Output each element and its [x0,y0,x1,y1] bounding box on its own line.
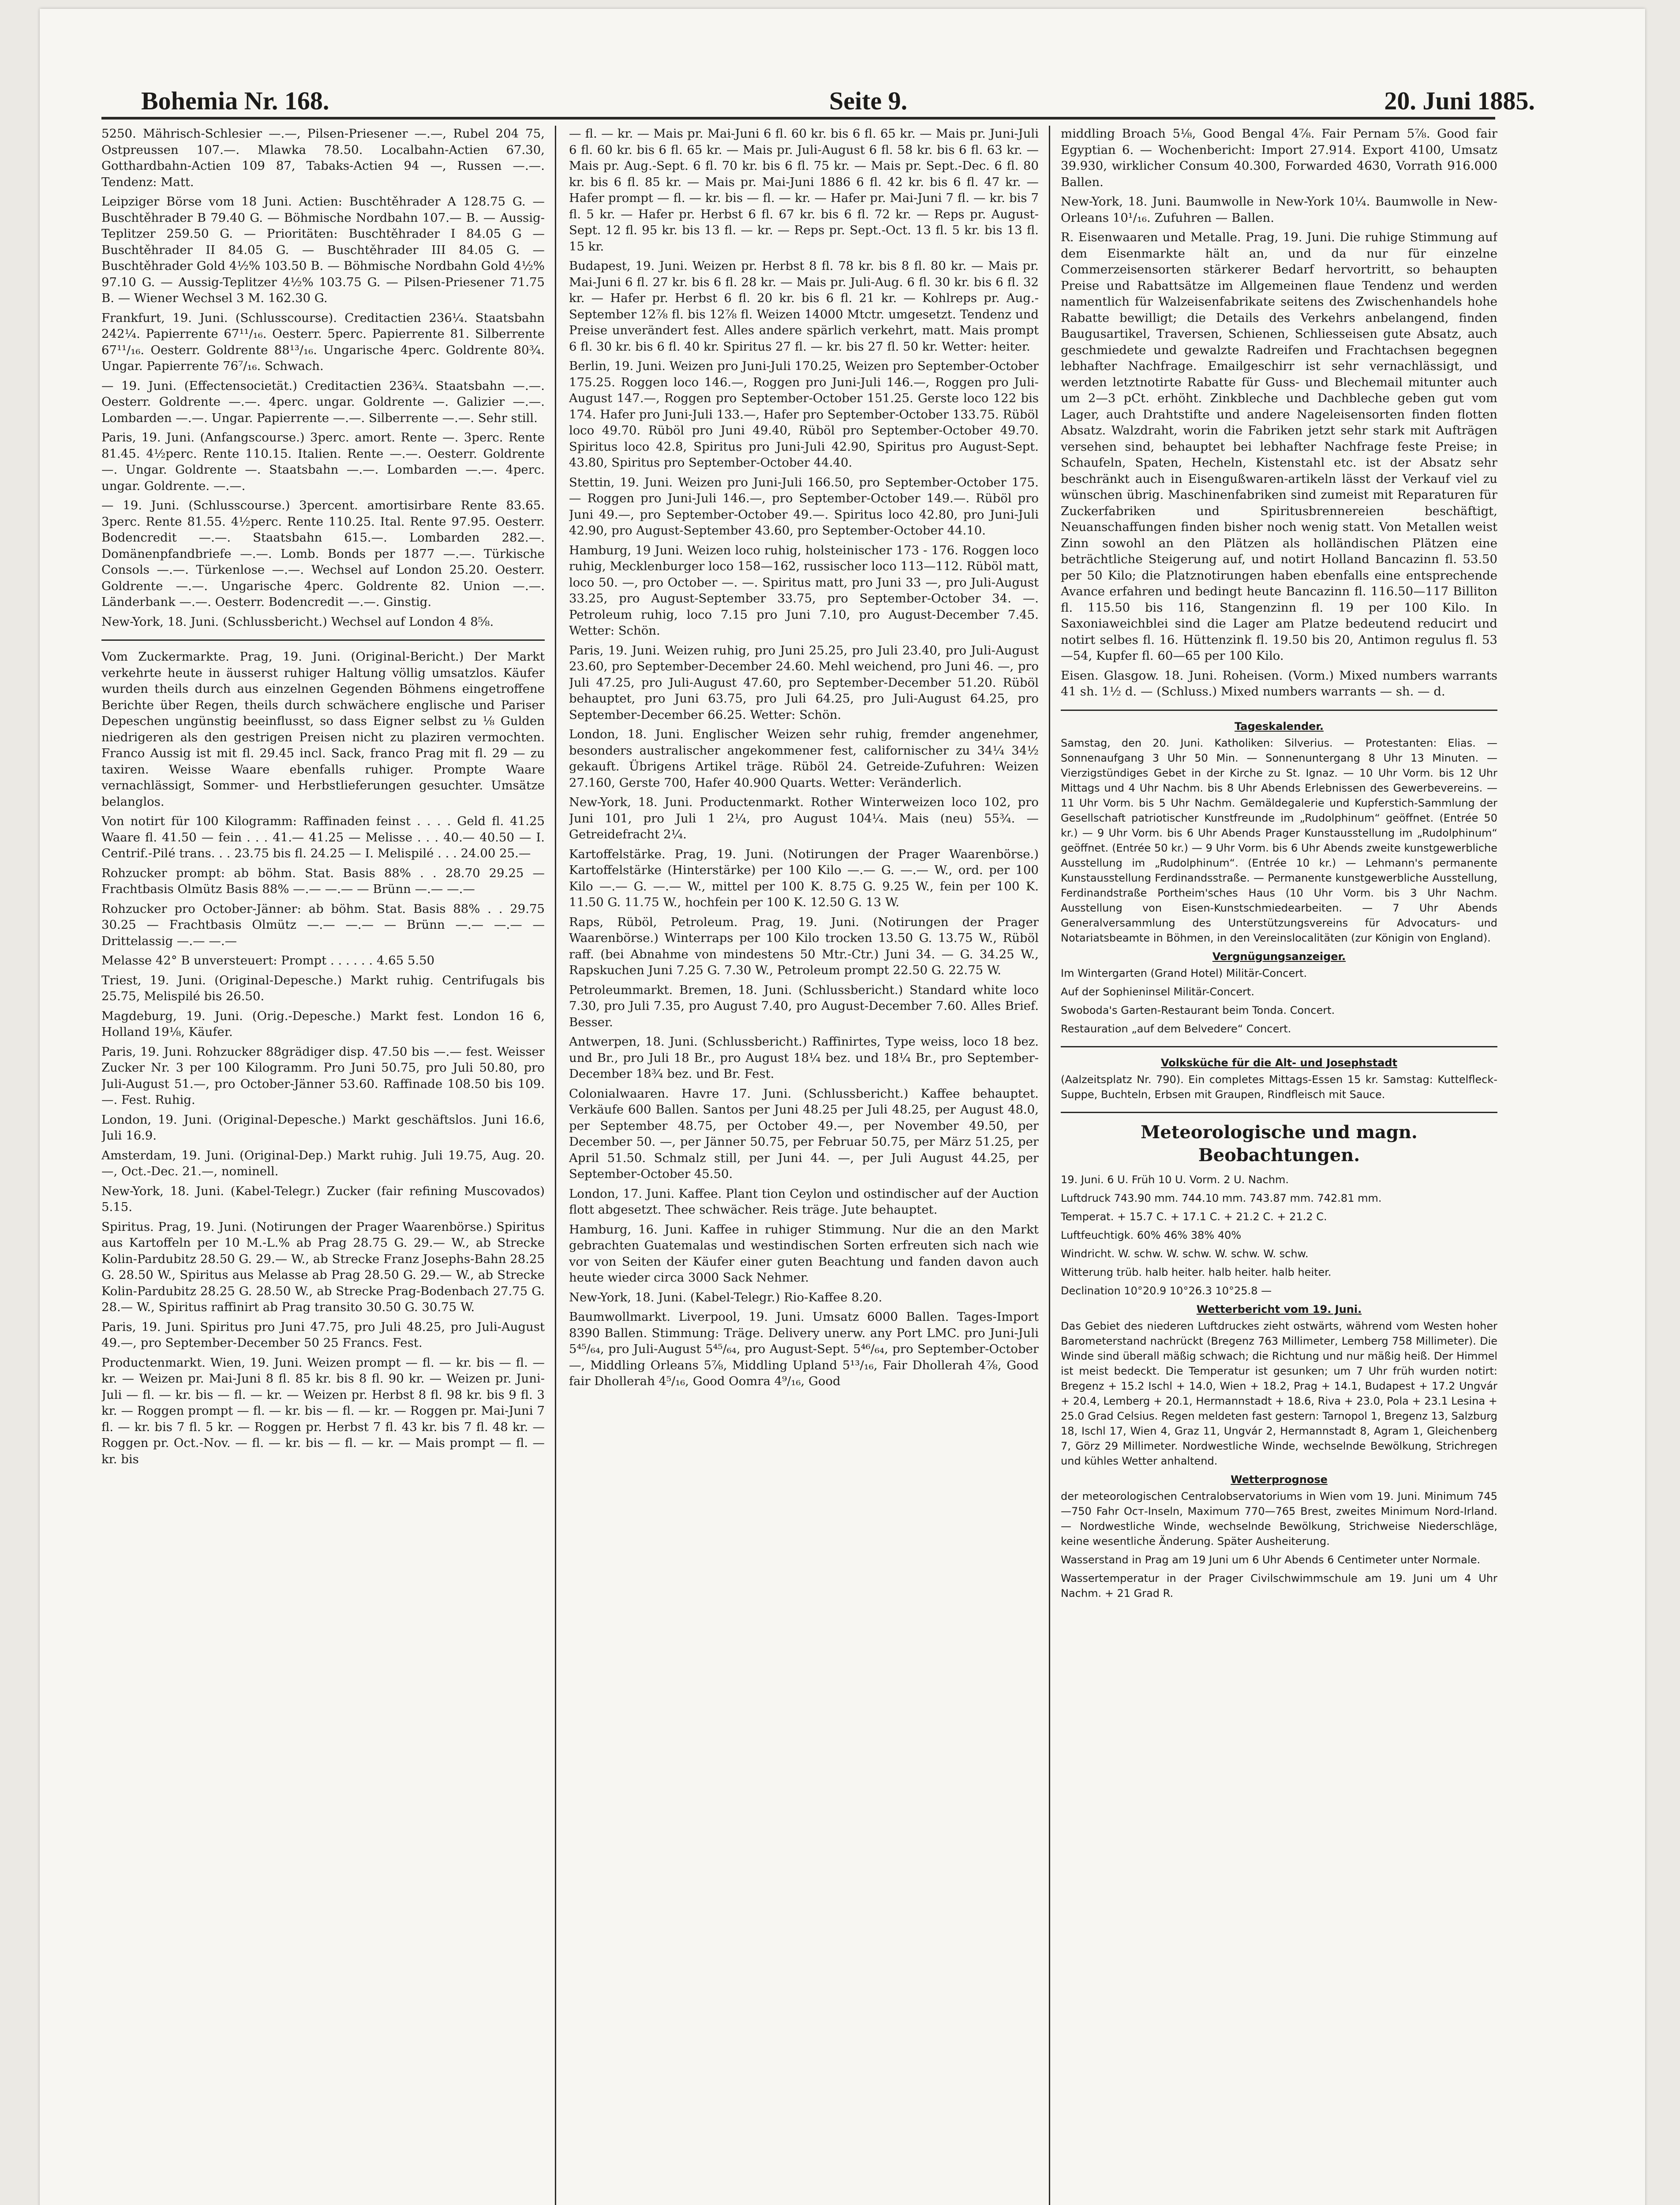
market-report: Vom Zuckermarkte. Prag, 19. Juni. (Original-Bericht.) Der Markt verkehrte heute in äusserst ruhiger Haltung völlig umsatzlos. Käufer wurden theils durch aus einzelnen Gegenden Böhmens eingetroffene Berichte über Regen, theils durch schwächere englische und Pariser Depeschen ungünstig beeinflusst, so dass Eigner selbst zu ⅛ Gulden niedrigeren als den gestrigen Preisen nicht zu plaziren vermochten. Franco Aussig ist mit fl. 29.45 incl. Sack, franco Prag mit fl. 29 — zu taxiren. Weisse Waare ebenfalls ruhiger. Prompte Waare vernachlässigt, Sommer- und Herbstlieferungen gesuchter. Umsätze belanglos. [101,650,545,809]
meteo-header: 19. Juni. 6 U. Früh 10 U. Vorm. 2 U. Nachm. [1061,1173,1289,1186]
market-report: Hamburg, 16. Juni. Kaffee in ruhiger Stimmung. Nur die an den Markt gebrachten Guatemalas und westindischen Sorten erfreuten sich nach wie vor von Seiten der Käufer einer guten Beachtung und fanden davon auch heute wieder circa 3000 Sack Nehmer. [569,1222,1039,1285]
masthead-issue: Bohemia Nr. 168. [141,86,329,115]
market-report: — 19. Juni. (Effectensocietät.) Creditactien 236¾. Staatsbahn —.—. Oesterr. Goldrente —.—. 4perc. ungar. Goldrente —. Galizier —.—. Lombarden —.—. Ungar. Papierrente —.—. Silberrente —.—. Sehr still. [101,378,545,425]
market-report: 5250. Mährisch-Schlesier —.—, Pilsen-Priesener —.—, Rubel 204 75, Ostpreussen 107.—. Mlawka 78.50. Localbahn-Actien 67.30, Gotthardbahn-Actien 109 87, Tabaks-Actien 94 —, Russen —.—. Tendenz: Matt. [101,127,545,189]
wetterbericht-text: Das Gebiet des niederen Luftdruckes zieht ostwärts, während vom Westen hoher Barometerstand nachrückt (Bregenz 763 Millimeter, Lemberg 758 Millimeter). Die Winde sind überall mäßig schwach; die Richtung und nur mäßig heiß. Der Himmel ist meist bedeckt. Die Temperatur ist gesunken; um 7 Uhr früh wurden notirt: Bregenz + 15.2 Ischl + 14.0, Wien + 18.2, Prag + 14.1, Budapest + 17.2 Ungvár + 20.4, Lemberg + 20.1, Hermannstadt + 18.6, Riva + 23.0, Pola + 23.1 Lesina + 25.0 Grad Celsius. Regen meldeten fast gestern: Tarnopol 1, Bregenz 13, Salzburg 18, Ischl 17, Wien 4, Graz 11, Ungvár 2, Hermannstadt 8, Agram 1, Gleichenberg 7, Görz 29 Millimeter. Nordwestliche Winde, wechselnde Bewölkung, Strichregen und kühles Wetter anhaltend. [1061,1319,1497,1467]
market-report: Eisen. Glasgow. 18. Juni. Roheisen. (Vorm.) Mixed numbers warrants 41 sh. 1½ d. — (Schluss.) Mixed numbers warrants — sh. — d. [1061,668,1497,699]
market-report: New-York, 18. Juni. Baumwolle in New-York 10¼. Baumwolle in New-Orleans 10¹/₁₆. Zufuhren — Ballen. [1061,194,1497,225]
issue-date: 20. Juni 1885. [1384,86,1535,115]
meteo-row: Luftfeuchtigk. 60% 46% 38% 40% [1061,1229,1242,1241]
column-2 [569,126,1039,2205]
market-report: R. Eisenwaaren und Metalle. Prag, 19. Juni. Die ruhige Stimmung auf dem Eisenmarkte hält an, und da nur für einzelne Commerzeisensorten stärkerer Bedarf hervortritt, so behaupten Preise und Rabattsätze im Allgemeinen flaue Tendenz und werden namentlich für Walzeisenfabrikate seitens des Zwischenhandels hohe Rabatte bewilligt; die Details des Verkehrs anbelangend, finden Baugusartikel, Traversen, Schienen, Schliesseisen gute Absatz, auch geschmiedete und gewalzte Radreifen und Frachtachsen begegnen lebhafter Nachfrage. Emailgeschirr ist sehr vernachlässigt, und werden letztnotirte Rabatte für Guss- und Blechemail mitunter auch um 2—3 pCt. erhöht. Zinkbleche und Dachbleche geben gut vom Lager, auch Drahtstifte und andere Nageleisensorten finden flotten Absatz. Walzdraht, worin die Fabriken jetzt sehr stark mit Aufträgen versehen sind, behauptet bei lebhafter Nachfrage feste Preise; in Schaufeln, Spaten, Hecheln, Kistenstahl etc. ist der Absatz sehr beschränkt auch in Eisengußwaren-artikeln lässt der Verkauf viel zu wünschen übrig. Maschinenfabriken sind zumeist mit Reparaturen für Zuckerfabriken und Spiritusbrennereien beschäftigt, Neuanschaffungen finden bisher noch wenig statt. Von Metallen weist Zinn sowohl an den Plätzen als holländischen Plätzen eine beträchtliche Steigerung auf, und notirt Holland Bancazinn fl. 53.50 per 50 Kilo; die Platznotirungen haben ebenfalls eine entsprechende Avance erfahren und bedingt heute Bancazinn fl. 116.50—117 Billiton fl. 115.50 bis 116, Stangenzinn fl. 19 per 100 Kilo. In Saxoniaweichblei sind die Lager am Platze bedeutend reducirt und notirt selbes fl. 16. Hüttenzink fl. 19.50 bis 20, Antimon regulus fl. 53—54, Kupfer fl. 60—65 per 100 Kilo. [1061,230,1497,663]
market-report: Hamburg, 19 Juni. Weizen loco ruhig, holsteinischer 173 - 176. Roggen loco ruhig, Mecklenburger loco 158—162, russischer loco 113—112. Rüböl matt, loco 50. —, pro October —. —. Spiritus matt, pro Juni 33 —, pro Juli-August 33.25, pro August-September 33.75, pro September-October 34. —. Petroleum ruhig, loco 7.15 pro Juni 7.10, pro August-December 7.45. Wetter: Schön. [569,543,1039,638]
header-rule [101,117,1495,120]
volkskueche-text: (Aalzeitsplatz Nr. 790). Ein completes Mittags-Essen 15 kr. Samstag: Kuttelfleck-Suppe, Buchteln, Erbsen mit Graupen, Rindfleisch mit Sauce. [1061,1073,1497,1101]
page-header [141,77,1535,121]
market-report: Raps, Rüböl, Petroleum. Prag, 19. Juni. (Notirungen der Prager Waarenbörse.) Winterraps per 100 Kilo trocken 13.50 G. 13.75 W., Rüböl raff. (bei Abnahme von mindestens 50 Mtr.-Ctr.) Juni 34. — G. 34.25 W., Rapskuchen Juni 7.25 G. 7.30 W., Petroleum prompt 22.50 G. 22.75 W. [569,915,1039,977]
market-report: New-York, 18. Juni. (Kabel-Telegr.) Rio-Kaffee 8.20. [569,1290,883,1304]
column-divider-1 [555,126,556,2205]
market-report: Baumwollmarkt. Liverpool, 19. Juni. Umsatz 6000 Ballen. Tages-Import 8390 Ballen. Stimmung: Träge. Delivery unerw. any Port LMC. pro Juni-Juli 5⁴⁵/₆₄, pro Juli-August 5⁴⁵/₆₄, pro August-Sept. 5⁴⁶/₆₄, pro September-October —, Middling Orleans 5⅞, Middling Upland 5¹³/₁₆, Fair Dhollerah 4⅞, Good fair Dhollerah 4⁵/₁₆, Good Oomra 4⁹/₁₆, Good [569,1310,1039,1388]
vergnuegungen-item: Swoboda's Garten-Restaurant beim Tonda. Concert. [1061,1004,1335,1017]
wasserstand-text: Wasserstand in Prag am 19 Juni um 6 Uhr Abends 6 Centimeter unter Normale. [1061,1553,1481,1566]
market-report: — 19. Juni. (Schlusscourse.) 3percent. amortisirbare Rente 83.65. 3perc. Rente 81.55. 4½perc. Rente 110.25. Ital. Rente 97.95. Oesterr. Bodencredit —.—. Staatsbahn 615.—. Lombarden 282.—. Domänenpfandbriefe —.—. Lomb. Bonds per 1877 —.—. Türkische Consols —.—. Türkenlose —.—. Wechsel auf London 25.20. Oesterr. Goldrente —.—. Ungarische 4perc. Goldrente 82. Union —.—. Länderbank —.—. Oesterr. Bodencredit —.—. Ginstig. [101,498,545,609]
meteo-row: Witterung trüb. halb heiter. halb heiter. halb heiter. [1061,1266,1332,1278]
market-report: middling Broach 5⅛, Good Bengal 4⅞. Fair Pernam 5⅞. Good fair Egyptian 6. — Wochenbericht: Import 27.914. Export 4100, Umsatz 39.930, wirklicher Consum 40.300, Forwarded 4630, Vorrath 916.000 Ballen. [1061,127,1497,189]
market-report: New-York, 18. Juni. Productenmarkt. Rother Winterweizen loco 102, pro Juni 101, pro Juli 1 2¼, pro August 104¼. Mais (neu) 55¾. — Getreidefracht 2¼. [569,795,1039,841]
meteo-row: Declination 10°20.9 10°26.3 10°25.8 — [1061,1284,1272,1297]
price-table: Rohzucker prompt: ab böhm. Stat. Basis 88% . . 28.70 29.25 — Frachtbasis Olmütz Basis 88% —.— —.— — Brünn —.— —.— [101,866,545,896]
column-divider-2 [1049,126,1050,2205]
market-report: London, 17. Juni. Kaffee. Plant tion Ceylon und ostindischer auf der Auction flott abgesetzt. Thee schwächer. Reis träge. Jute behauptet. [569,1186,1039,1217]
market-report: Leipziger Börse vom 18 Juni. Actien: Buschtěhrader A 128.75 G. — Buschtěhrader B 79.40 G. — Böhmische Nordbahn 107.— B. — Aussig-Teplitzer 259.50 G. — Prioritäten: Buschtěhrader I 84.05 G — Buschtěhrader II 84.05 G. — Buschtěhrader III 84.05 G. — Buschtěhrader Gold 4½% 103.50 B. — Böhmische Nordbahn Gold 4½% 97.10 G. — Aussig-Teplitzer 4½% 103.75 G. — Pilsen-Priesener 71.75 B. — Wiener Wechsel 3 M. 162.30 G. [101,194,545,305]
vergnuegungen-item: Im Wintergarten (Grand Hotel) Militär-Concert. [1061,967,1307,979]
market-report: Amsterdam, 19. Juni. (Original-Dep.) Markt ruhig. Juli 19.75, Aug. 20.—, Oct.-Dec. 21.—, nominell. [101,1148,545,1178]
market-report: Magdeburg, 19. Juni. (Orig.-Depesche.) Markt fest. London 16 6, Holland 19⅛, Käufer. [101,1009,545,1039]
wetterprognose-text: der meteorologischen Centralobservatoriums in Wien vom 19. Juni. Minimum 745—750 Fahr Ост-Inseln, Maximum 770—765 Brest, zweites Minimum Nord-Irland. — Nordwestliche Winde, wechselnde Bewölkung, Strichweise Niederschläge, keine wesentliche Änderung. Später Ausheiterung. [1061,1490,1497,1547]
section-rule [101,639,545,641]
market-report: Antwerpen, 18. Juni. (Schlussbericht.) Raffinirtes, Type weiss, loco 18 bez. und Br., pro Juli 18 Br., pro August 18¼ bez. und 18¼ Br., pro September-December 18¾ bez. und Br. Fest. [569,1035,1039,1081]
market-report: New-York, 18. Juni. (Schlussbericht.) Wechsel auf London 4 8⅝. [101,614,494,629]
wassertemperatur-text: Wassertemperatur in der Prager Civilschwimmschule am 19. Juni um 4 Uhr Nachm. + 21 Grad R. [1061,1572,1497,1600]
market-report: Berlin, 19. Juni. Weizen pro Juni-Juli 170.25, Weizen pro September-October 175.25. Roggen loco 146.—, Roggen pro Juni-Juli 146.—, Roggen pro Juli-August 147.—, Roggen pro September-October 151.25. Gerste loco 122 bis 174. Hafer pro Juni-Juli 133.—, Hafer pro September-October 133.75. Rüböl loco 49.70. Rüböl pro Juni 49.40, Rüböl pro September-October 49.70. Spiritus loco 42.8, Spiritus pro Juni-Juli 42.90, Spiritus pro August-Sept. 43.80, Spiritus pro September-October 44.40. [569,359,1039,470]
column-1 [101,126,545,2205]
market-report: Triest, 19. Juni. (Original-Depesche.) Markt ruhig. Centrifugals bis 25.75, Melispilé bis 26.50. [101,973,545,1003]
market-report: Stettin, 19. Juni. Weizen pro Juni-Juli 166.50, pro September-October 175. — Roggen pro Juni-Juli 146.—, pro September-October 149.—. Rüböl pro Juni 49.—, pro September-October 49.—. Spiritus loco 42.80, pro Juni-Juli 42.90, pro August-September 43.60, pro September-October 44.10. [569,475,1039,538]
price-table: Melasse 42° B unversteuert: Prompt . . . . . . 4.65 5.50 [101,953,435,968]
market-report: Productenmarkt. Wien, 19. Juni. Weizen prompt — fl. — kr. bis — fl. — kr. — Weizen pr. Mai-Juni 8 fl. 85 kr. bis 8 fl. 90 kr. — Weizen pr. Juni-Juli — fl. — kr. bis — fl. — kr. — Weizen pr. Herbst 8 fl. 98 kr. bis 9 fl. 3 kr. — Roggen prompt — fl. — kr. bis — fl. — kr. — Roggen pr. Mai-Juni 7 fl. — kr. bis 7 fl. 5 kr. — Roggen pr. Herbst 7 fl. 43 kr. bis 7 fl. 48 kr. — Roggen pr. Oct.-Nov. — fl. — kr. bis — fl. — kr. — Mais prompt — fl. — kr. bis [101,1355,545,1466]
section-rule [1061,1112,1497,1113]
meteo-row: Luftdruck 743.90 mm. 744.10 mm. 743.87 mm. 742.81 mm. [1061,1192,1382,1204]
market-report: Petroleummarkt. Bremen, 18. Juni. (Schlussbericht.) Standard white loco 7.30, pro Juli 7.35, pro August 7.40, pro August-December 7.60. Alles Brief. Besser. [569,983,1039,1029]
column-3 [1061,126,1497,2205]
market-report: Colonialwaaren. Havre 17. Juni. (Schlussbericht.) Kaffee behauptet. Verkäufe 600 Ballen. Santos per Juni 48.25 per Juli 48.25, per August 48.0, per September 48.75, per October 49.—, per November 49.50, per December 50. —, per Jänner 50.75, per Februar 50.75, per März 51.25, per April 51.50. Schmalz still, per Juni 44. —, per Juli August 44.25, per September-October 45.50. [569,1086,1039,1181]
market-report: — fl. — kr. — Mais pr. Mai-Juni 6 fl. 60 kr. bis 6 fl. 65 kr. — Mais pr. Juni-Juli 6 fl. 60 kr. bis 6 fl. 65 kr. — Mais pr. Juli-August 6 fl. 58 kr. bis 6 fl. 63 kr. — Mais pr. Aug.-Sept. 6 fl. 70 kr. bis 6 fl. 75 kr. — Mais pr. Sept.-Dec. 6 fl. 80 kr. bis 6 fl. 85 kr. — Mais pr. Mai-Juni 1886 6 fl. 42 kr. bis 6 fl. 47 kr. — Hafer prompt — fl. — kr. bis — fl. — kr. — Hafer pr. Mai-Juni 7 fl. — kr. bis 7 fl. 5 kr. — Hafer pr. Herbst 6 fl. 67 kr. bis 6 fl. 72 kr. — Reps pr. August-Sept. 12 fl. 95 kr. bis 13 fl. — kr. — Reps pr. Sept.-Oct. 13 fl. 5 kr. bis 13 fl. 15 kr. [569,127,1039,254]
meteo-row: Temperat. + 15.7 C. + 17.1 C. + 21.2 C. + 21.2 C. [1061,1210,1327,1223]
tageskalender-title: Tageskalender. [1235,720,1324,733]
market-report: Paris, 19. Juni. Rohzucker 88grädiger disp. 47.50 bis —.— fest. Weisser Zucker Nr. 3 per 100 Kilogramm. Pro Juni 50.75, pro Juli 50.80, pro Juli-August 51.—, pro October-Jänner 53.60. Raffinade 108.50 bis 109.—. Fest. Ruhig. [101,1044,545,1107]
price-table: Rohzucker pro October-Jänner: ab böhm. Stat. Basis 88% . . 29.75 30.25 — Frachtbasis Olmütz —.— —.— — Brünn —.— —.— — Drittelassig —.— —.— [101,901,545,948]
market-report: New-York, 18. Juni. (Kabel-Telegr.) Zucker (fair refining Muscovados) 5.15. [101,1184,545,1214]
page-number: Seite 9. [829,86,908,115]
wetterprognose-title: Wetterprognose [1231,1473,1328,1486]
market-report: Kartoffelstärke. Prag, 19. Juni. (Notirungen der Prager Waarenbörse.) Kartoffelstärke (Hinterstärke) per 100 Kilo —.— G. —.— W., ord. per 100 Kilo —.— G. —.— W., mittel per 100 K. 8.75 G. 9.25 W., fein per 100 K. 11.50 G. 11.75 W., hochfein per 100 K. 12.50 G. 13 W. [569,847,1039,909]
tageskalender-text: Samstag, den 20. Juni. Katholiken: Silverius. — Protestanten: Elias. — Sonnenaufgang 3 Uhr 50 Min. — Sonnenuntergang 8 Uhr 13 Minuten. — Vierzigstündiges Gebet in der Kirche zu St. Ignaz. — 10 Uhr Vorm. bis 12 Uhr Mittags und 4 Uhr Nachm. bis 8 Uhr Abends Erlebnissen des Gewerbevereins. — 11 Uhr Vorm. bis 5 Uhr Nachm. Gemäldegalerie und Kupferstich-Sammlung der Gesellschaft patriotischer Kunstfreunde im „Rudolphinum“ geöffnet. (Entrée 50 kr.) — 9 Uhr Vorm. bis 6 Uhr Abends Prager Kunstausstellung im „Rudolphinum“ geöffnet. (Entrée 50 kr.) — 9 Uhr Vorm. bis 6 Uhr Abends zweite kunstgewerbliche Ausstellung im „Rudolphinum“. (Entrée 10 kr.) — Lehmann's permanente Kunstausstellung Ferdinandsstraße. — Permanente kunstgewerbliche Ausstellung, Ferdinandstraße Portheim'sches Haus (10 Uhr Vorm. bis 3 Uhr Nachm. Ausstellung von Eisen-Kunstschmiedearbeiten. — 7 Uhr Abends Generalversammlung des Unterstützungsvereins für Advocaturs- und Notariatsbeamte in Böhmen, in den Vereinslocalitäten (zur Königin von England). [1061,736,1497,944]
market-report: Paris, 19. Juni. Spiritus pro Juni 47.75, pro Juli 48.25, pro Juli-August 49.—, pro September-December 50 25 Francs. Fest. [101,1319,545,1350]
section-rule [1061,1046,1497,1047]
market-report: Paris, 19. Juni. (Anfangscourse.) 3perc. amort. Rente —. 3perc. Rente 81.45. 4½perc. Rente 110.15. Italien. Rente —.—. Oesterr. Goldrente —. Ungar. Goldrente —. Staatsbahn —.—. Lombarden —.—. 4perc. ungar. Goldrente. —.—. [101,430,545,493]
market-report: Budapest, 19. Juni. Weizen pr. Herbst 8 fl. 78 kr. bis 8 fl. 80 kr. — Mais pr. Mai-Juni 6 fl. 27 kr. bis 6 fl. 28 kr. — Mais pr. Juli-Aug. 6 fl. 30 kr. bis 6 fl. 32 kr. — Hafer pr. Herbst 6 fl. 20 kr. bis 6 fl. 21 kr. — Kohlreps pr. Aug.-September 12⅞ fl. bis 12⅞ fl. Weizen 14000 Mtctr. umgesetzt. Tendenz und Preise unverändert fest. Alles andere spärlich verkehrt, matt. Mais prompt 6 fl. 30 kr. bis 6 fl. 40 kr. Spiritus 27 fl. — kr. bis 27 fl. 50 kr. Wetter: heiter. [569,259,1039,354]
market-report: Paris, 19. Juni. Weizen ruhig, pro Juni 25.25, pro Juli 23.40, pro Juli-August 23.60, pro September-December 24.60. Mehl weichend, pro Juni 46. —, pro Juli 47.25, pro Juli-August 47.60, pro September-December 51.20. Rüböl behauptet, pro Juni 63.75, pro Juli 64.25, pro Juli-August 64.25, pro September-December 66.25. Wetter: Schön. [569,643,1039,722]
market-report: Frankfurt, 19. Juni. (Schlusscourse). Creditactien 236¼. Staatsbahn 242¼. Papierrente 67¹¹/₁₆. Oesterr. 5perc. Papierrente 81. Silberrente 67¹¹/₁₆. Oesterr. Goldrente 88¹³/₁₆. Ungarische 4perc. Goldrente 80¾. Ungar. Papierrente 76⁷/₁₆. Schwach. [101,310,545,373]
vergnuegungen-title: Vergnügungsanzeiger. [1212,950,1346,963]
meteo-row: Windricht. W. schw. W. schw. W. schw. W. schw. [1061,1247,1309,1260]
market-report: Spiritus. Prag, 19. Juni. (Notirungen der Prager Waarenbörse.) Spiritus aus Kartoffeln per 10 M.-L.% ab Prag 28.75 G. 29.— W., ab Strecke Kolin-Pardubitz 28.50 G. 29.— W., ab Strecke Franz Josephs-Bahn 28.25 G. 28.50 W., Spiritus aus Melasse ab Prag 28.50 G. 29.— W., ab Strecke Kolin-Pardubitz 28.25 G. 28.50 W., ab Strecke Prag-Bodenbach 27.75 G. 28.— W., Spiritus raffinirt ab Prag transito 30.50 G. 30.75 W. [101,1219,545,1314]
meteo-title: Meteorologische und magn. Beobachtungen. [1141,1121,1418,1166]
vergnuegungen-item: Restauration „auf dem Belvedere“ Concert. [1061,1022,1291,1035]
market-report: London, 18. Juni. Englischer Weizen sehr ruhig, fremder angenehmer, besonders australischer angekommener fest, californischer zu 34¼ 34½ gekauft. Übrigens Artikel träge. Rüböl 24. Getreide-Zufuhren: Weizen 27.160, Gerste 700, Hafer 40.900 Quarts. Wetter: Veränderlich. [569,727,1039,790]
wetterbericht-title: Wetterbericht vom 19. Juni. [1196,1303,1362,1316]
volkskueche-title: Volksküche für die Alt- und Josephstadt [1160,1056,1398,1069]
price-table: Von notirt für 100 Kilogramm: Raffinaden feinst . . . . Geld fl. 41.25 Waare fl. 41.50 — fein . . . 41.— 41.25 — Melisse . . . 40.— 40.50 — I. Centrif.-Pilé trans. . . 23.75 bis fl. 24.25 — I. Melispilé . . . 24.00 25.— [101,814,545,860]
market-report: London, 19. Juni. (Original-Depesche.) Markt geschäftslos. Juni 16.6, Juli 16.9. [101,1112,545,1143]
vergnuegungen-item: Auf der Sophieninsel Militär-Concert. [1061,985,1254,998]
section-rule [1061,710,1497,711]
